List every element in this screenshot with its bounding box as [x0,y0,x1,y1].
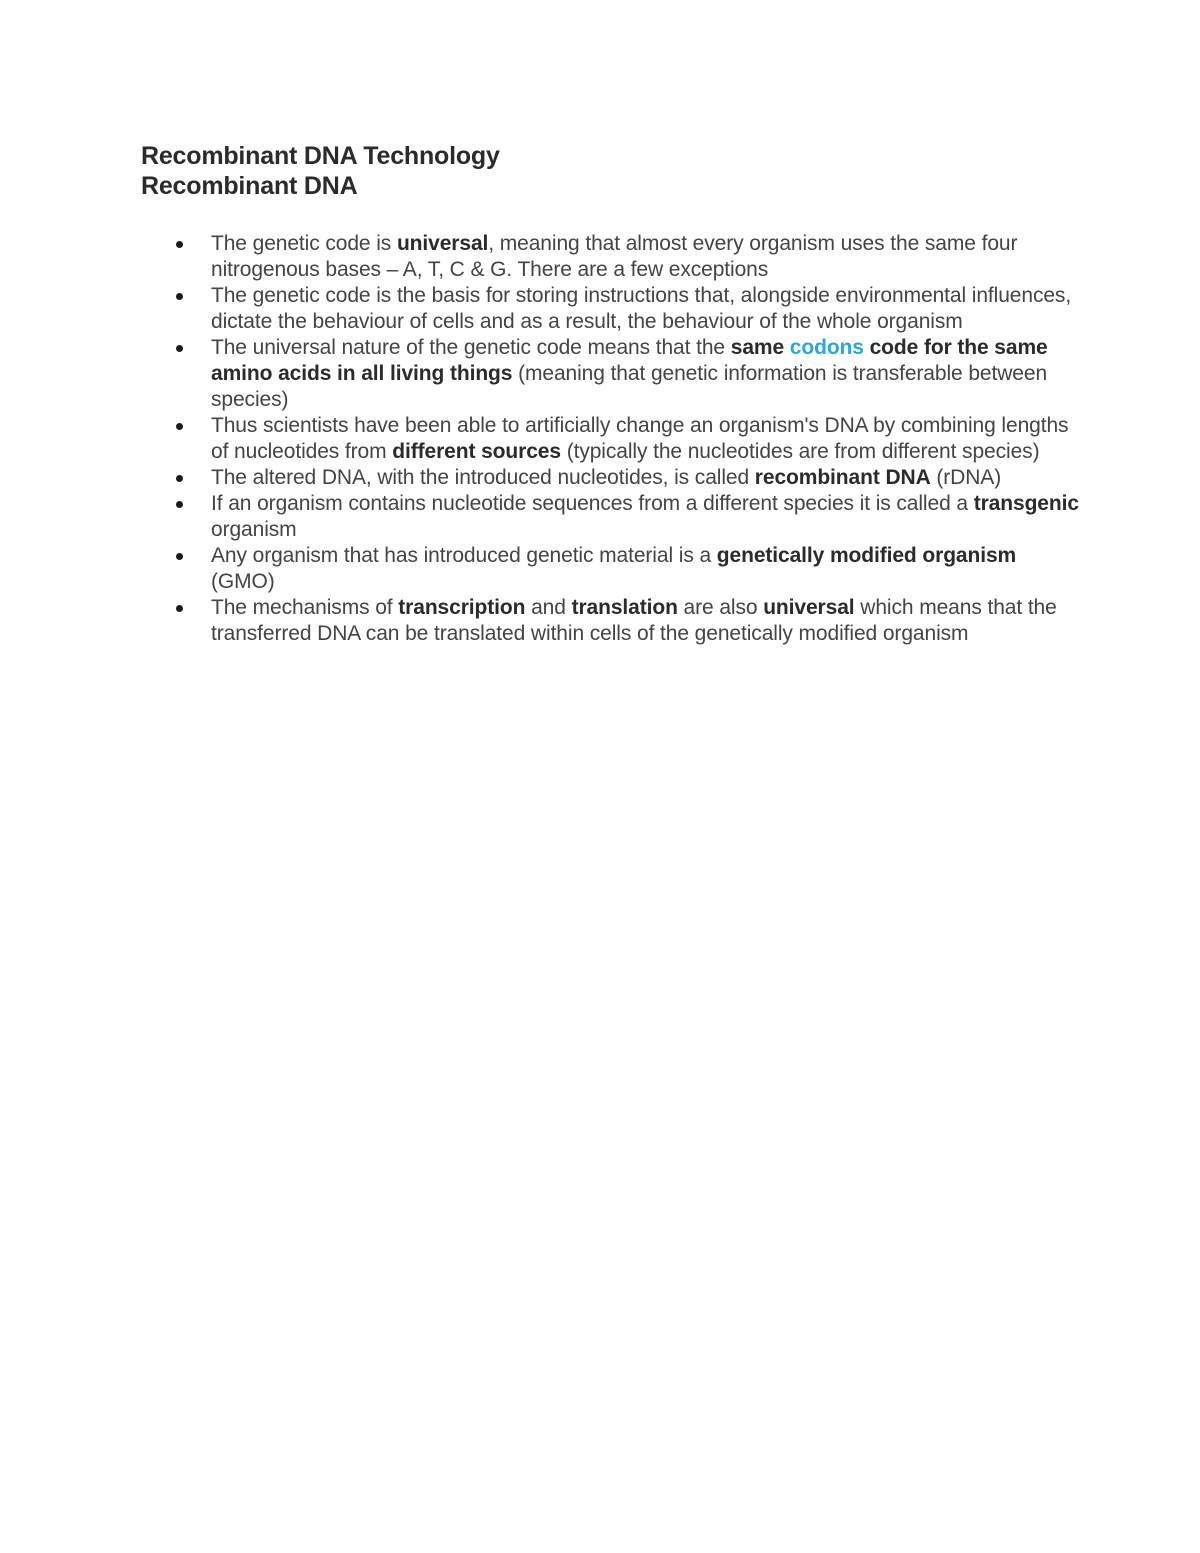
document-title: Recombinant DNA Technology [141,142,500,170]
bullet-icon [176,553,183,560]
bullet-icon [176,475,183,482]
bullet-icon [176,241,183,248]
list-item: If an organism contains nucleotide sequences from a different species it is called a transgenic organism [141,491,1081,543]
document-page [141,141,1081,647]
bullet-icon [176,293,183,300]
highlighted-term: codons [789,336,864,359]
list-item: Thus scientists have been able to artificially change an organism's DNA by combining lengths of nucleotides from different sources (typically the nucleotides are from different species) [141,413,1081,465]
list-item: The genetic code is the basis for storing instructions that, alongside environmental influences, dictate the behaviour of cells and as a result, the behaviour of the whole organism [141,283,1081,335]
bullet-icon [176,605,183,612]
bullet-list [141,231,1081,647]
bullet-icon [176,345,183,352]
list-item: The mechanisms of transcription and translation are also universal which means that the transferred DNA can be translated within cells of the genetically modified organism [141,595,1081,647]
list-item: The universal nature of the genetic code means that the same codons code for the same amino acids in all living things (meaning that genetic information is transferable between species) [141,335,1081,413]
bullet-icon [176,423,183,430]
list-item: The genetic code is universal, meaning that almost every organism uses the same four nitrogenous bases – A, T, C & G. There are a few exceptions [141,231,1081,283]
section-heading: Recombinant DNA [141,172,358,200]
bullet-icon [176,501,183,508]
list-item: Any organism that has introduced genetic material is a genetically modified organism (GMO) [141,543,1081,595]
list-item: The altered DNA, with the introduced nucleotides, is called recombinant DNA (rDNA) [141,465,1081,491]
